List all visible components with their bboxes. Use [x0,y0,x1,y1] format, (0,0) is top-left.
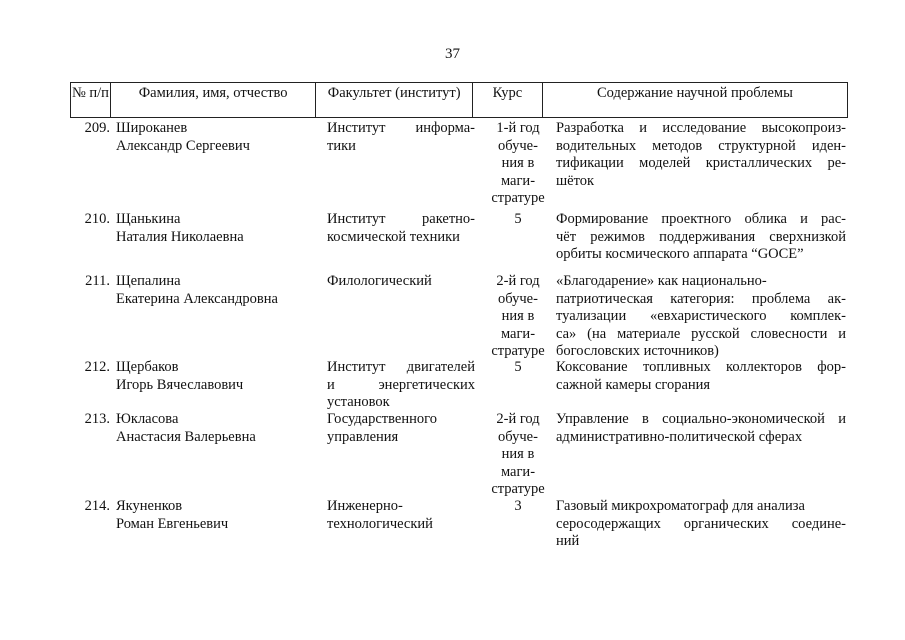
research-topic [556,498,846,551]
course-line: 5 [514,211,522,227]
course-line: обуче- [498,137,538,154]
surname: Юкласова [116,411,179,427]
faculty [327,120,475,155]
faculty-line: управления [327,428,399,445]
given-names: Игорь Вячеславович [116,376,244,393]
header-faculty: Факультет (институт) [316,83,473,117]
course-line: обуче- [498,428,538,445]
faculty-line: и энергетических [327,376,475,393]
topic-line: туализации «евхаристического комплек- [556,308,846,324]
header-name: Фамилия, имя, отчество [111,83,316,117]
research-topic [556,120,846,190]
person-name [116,273,316,308]
course [488,498,548,516]
course [488,411,548,499]
topic-line: серосодержащих органических соедине- [556,515,846,532]
course [488,273,548,361]
given-names: Екатерина Александровна [116,290,278,307]
faculty-line: Институт информа- [327,120,475,136]
table-header [70,82,848,118]
topic-line: Формирование проектного облика и рас- [556,211,846,227]
topic-line: водительных методов структурной иден- [556,137,846,154]
row-number: 210. [84,211,110,227]
research-topic [556,411,846,446]
course-line: ния в [501,308,535,324]
topic-line: са» (на материале русской словесности и [556,325,846,342]
research-topic [556,359,846,394]
given-names: Роман Евгеньевич [116,515,229,532]
row-number: 211. [85,273,110,289]
course-line: ния в [501,155,535,171]
header-course: Курс [473,83,543,117]
faculty [327,273,475,291]
research-topic [556,273,846,361]
course-line: маги- [500,325,536,342]
faculty [327,411,475,446]
topic-line: богословских источников) [556,343,719,359]
row-number: 212. [84,359,110,375]
faculty-line: технологический [327,515,433,532]
topic-line: тификации моделей кристаллических ре- [556,155,846,171]
course-line: 2-й год [496,273,540,289]
course-line: стратуре [491,481,545,497]
topic-line: Разработка и исследование высокопроиз- [556,120,846,136]
course-line: стратуре [491,190,545,206]
course-line: 5 [514,359,522,375]
surname: Щепалина [116,273,181,289]
row-number: 209. [84,120,110,136]
course-line: ния в [501,446,535,462]
surname: Якуненков [116,498,183,514]
course-line: стратуре [491,343,545,359]
course-line: 1-й год [496,120,540,136]
faculty-line: тики [327,137,356,154]
faculty [327,359,475,412]
topic-line: патриотическая категория: проблема ак- [556,290,846,307]
topic-line: шёток [556,172,595,189]
person-name [116,211,316,246]
faculty [327,498,475,533]
course-line: обуче- [498,290,538,307]
faculty-line: Инженерно- [327,498,403,514]
surname: Щербаков [116,359,179,375]
course-line: 3 [514,498,522,514]
header-topic: Содержание научной проблемы [596,85,793,101]
given-names: Александр Сергеевич [116,137,250,154]
topic-line: ний [556,533,580,549]
page-number: 37 [445,46,460,62]
row-number: 213. [84,411,110,427]
surname: Щанькина [116,211,181,227]
given-names: Наталия Николаевна [116,228,244,245]
faculty-line: Филологический [327,273,432,289]
course [488,359,548,377]
faculty-line: Институт ракетно- [327,211,475,227]
research-topic [556,211,846,264]
course [488,211,548,229]
course-line: маги- [500,463,536,480]
topic-line: административно-политической сферах [556,428,803,445]
topic-line: орбиты космического аппарата “GOCE” [556,246,804,262]
topic-line: «Благодарение» как национально- [556,273,767,289]
faculty-line: установок [327,394,390,410]
person-name [116,120,316,155]
person-name [116,359,316,394]
given-names: Анастасия Валерьевна [116,428,256,445]
header-num: № п/п [71,83,111,117]
topic-line: Газовый микрохроматограф для анализа [556,498,805,514]
row-number: 214. [84,498,110,514]
person-name [116,411,316,446]
course-line: 2-й год [496,411,540,427]
topic-line: сажной камеры сгорания [556,376,711,393]
course-line: маги- [500,172,536,189]
course [488,120,548,208]
surname: Широканев [116,120,188,136]
topic-line: чёт режимов поддерживания сверхнизкой [556,228,846,245]
person-name [116,498,316,533]
topic-line: Коксование топливных коллекторов фор- [556,359,846,375]
faculty-line: космической техники [327,228,460,245]
topic-line: Управление в социально-экономической и [556,411,846,427]
faculty [327,211,475,246]
faculty-line: Государственного [327,411,437,427]
faculty-line: Институт двигателей [327,359,475,375]
